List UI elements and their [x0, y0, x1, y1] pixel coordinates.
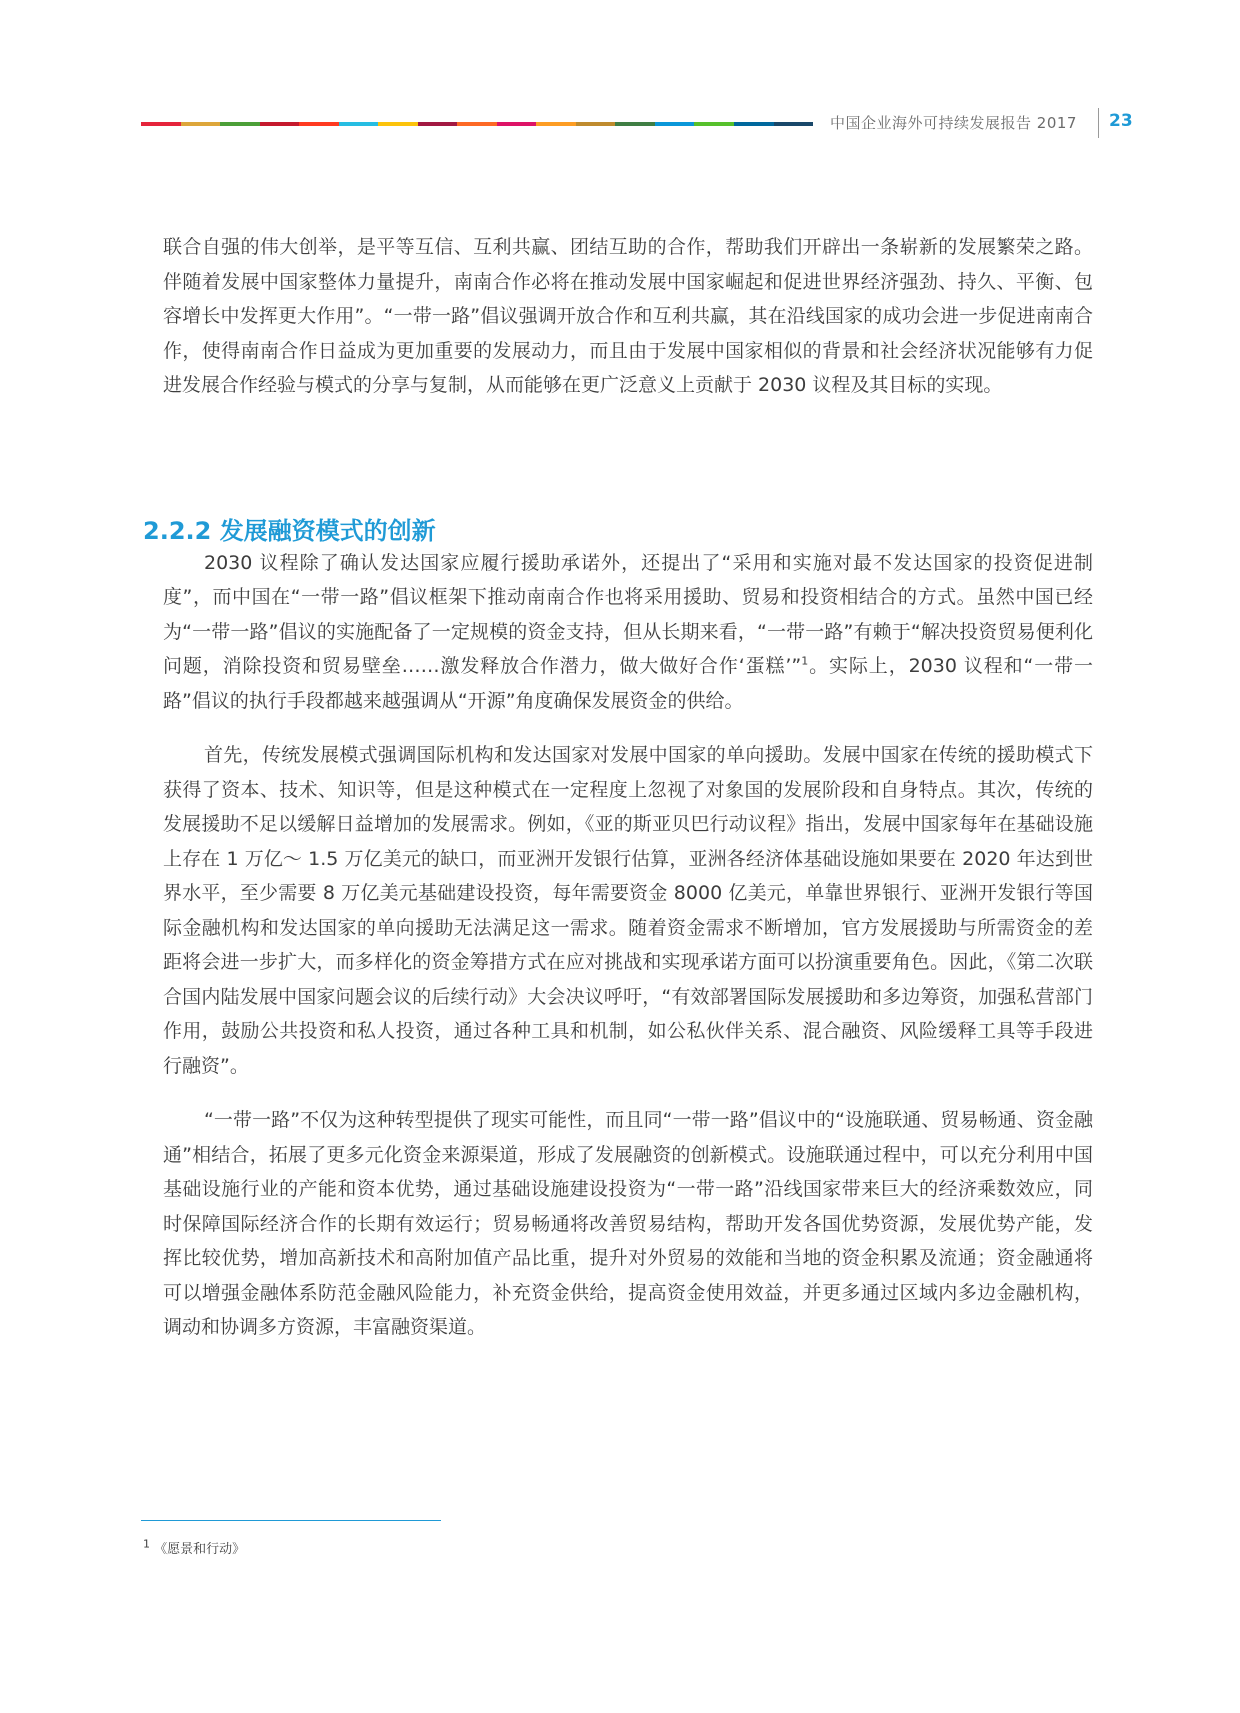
stripe-segment — [260, 122, 300, 126]
footnote-text: 《愿景和行动》 — [154, 1542, 246, 1557]
footnote-divider — [141, 1520, 441, 1521]
stripe-segment — [774, 122, 814, 126]
header-divider — [1098, 108, 1099, 138]
paragraph-3: 首先，传统发展模式强调国际机构和发达国家对发展中国家的单向援助。发展中国家在传统的援助模式下获得了资本、技术、知识等，但是这种模式在一定程度上忽视了对象国的发展阶段和自身特点。其次，传统的发展援助不足以缓解日益增加的发展需求。例如，《亚的斯亚贝巴行动议程》指出，发展中国家每年在基础设施上存在 1 万亿～ 1.5 万亿美元的缺口，而亚洲开发银行估算，亚洲各经济体基础设施如果要在 2020 年达到世界水平，至少需要 8 万亿美元基础建设投资，每年需要资金 8000 亿美元，单靠世界银行、亚洲开发银行等国际金融机构和发达国家的单向援助无法满足这一需求。随着资金需求不断增加，官方发展援助与所需资金的差距将会进一步扩大，而多样化的资金筹措方式在应对挑战和实现承诺方面可以扮演重要角色。因此，《第二次联合国内陆发展中国家问题会议的后续行动》大会决议呼吁，“有效部署国际发展援助和多边筹资，加强私营部门作用，鼓励公共投资和私人投资，通过各种工具和机制，如公私伙伴关系、混合融资、风险缓释工具等手段进行融资”。 — [163, 744, 1093, 1077]
stripe-segment — [418, 122, 458, 126]
stripe-segment — [299, 122, 339, 126]
stripe-segment — [141, 122, 181, 126]
stripe-segment — [655, 122, 695, 126]
footnote-marker: 1 — [143, 1537, 150, 1551]
paragraph-1: 联合自强的伟大创举，是平等互信、互利共赢、团结互助的合作，帮助我们开辟出一条崭新的发展繁荣之路。伴随着发展中国家整体力量提升，南南合作必将在推动发展中国家崛起和促进世界经济强劲、持久、平衡、包容增长中发挥更大作用”。“一带一路”倡议强调开放合作和互利共赢，其在沿线国家的成功会进一步促进南南合作，使得南南合作日益成为更加重要的发展动力，而且由于发展中国家相似的背景和社会经济状况能够有力促进发展合作经验与模式的分享与复制，从而能够在更广泛意义上贡献于 2030 议程及其目标的实现。 — [163, 236, 1093, 396]
stripe-segment — [457, 122, 497, 126]
stripe-segment — [576, 122, 616, 126]
body-text — [163, 230, 1093, 1345]
stripe-segment — [694, 122, 734, 126]
footnote-reference[interactable]: 1 — [801, 654, 809, 668]
stripe-segment — [378, 122, 418, 126]
stripe-segment — [497, 122, 537, 126]
stripe-segment — [339, 122, 379, 126]
paragraph-4: “一带一路”不仅为这种转型提供了现实可能性，而且同“一带一路”倡议中的“设施联通、贸易畅通、资金融通”相结合，拓展了更多元化资金来源渠道，形成了发展融资的创新模式。设施联通过程中，可以充分利用中国基础设施行业的产能和资本优势，通过基础设施建设投资为“一带一路”沿线国家带来巨大的经济乘数效应，同时保障国际经济合作的长期有效运行；贸易畅通将改善贸易结构，帮助开发各国优势资源，发展优势产能，发挥比较优势，增加高新技术和高附加值产品比重，提升对外贸易的效能和当地的资金积累及流通；资金融通将可以增强金融体系防范金融风险能力，补充资金供给，提高资金使用效益，并更多通过区域内多边金融机构，调动和协调多方资源，丰富融资渠道。 — [163, 1109, 1093, 1338]
stripe-segment — [615, 122, 655, 126]
paragraph-2-text-cont: 。实际上，2030 议程和“一带一路”倡议的执行手段都越来越强调从“开源”角度确保发展资金的供给。 — [163, 655, 1093, 712]
stripe-segment — [220, 122, 260, 126]
stripe-segment — [536, 122, 576, 126]
footnote — [143, 1538, 245, 1557]
paragraph-2-text: 2030 议程除了确认发达国家应履行援助承诺外，还提出了“采用和实施对最不发达国家的投资促进制度”，而中国在“一带一路”倡议框架下推动南南合作也将采用援助、贸易和投资相结合的方式。虽然中国已经为“一带一路”倡议的实施配备了一定规模的资金支持，但从长期来看，“一带一路”有赖于“解决投资贸易便利化问题，消除投资和贸易壁垒……激发释放合作潜力，做大做好合作‘蛋糕’” — [163, 551, 1093, 677]
page-number: 23 — [1109, 111, 1133, 131]
header-color-stripe — [141, 122, 813, 126]
report-title: 中国企业海外可持续发展报告 2017 — [830, 114, 1077, 132]
section-heading: 2.2.2 发展融资模式的创新 — [143, 517, 436, 545]
stripe-segment — [181, 122, 221, 126]
stripe-segment — [734, 122, 774, 126]
paragraph-2 — [163, 546, 1093, 719]
